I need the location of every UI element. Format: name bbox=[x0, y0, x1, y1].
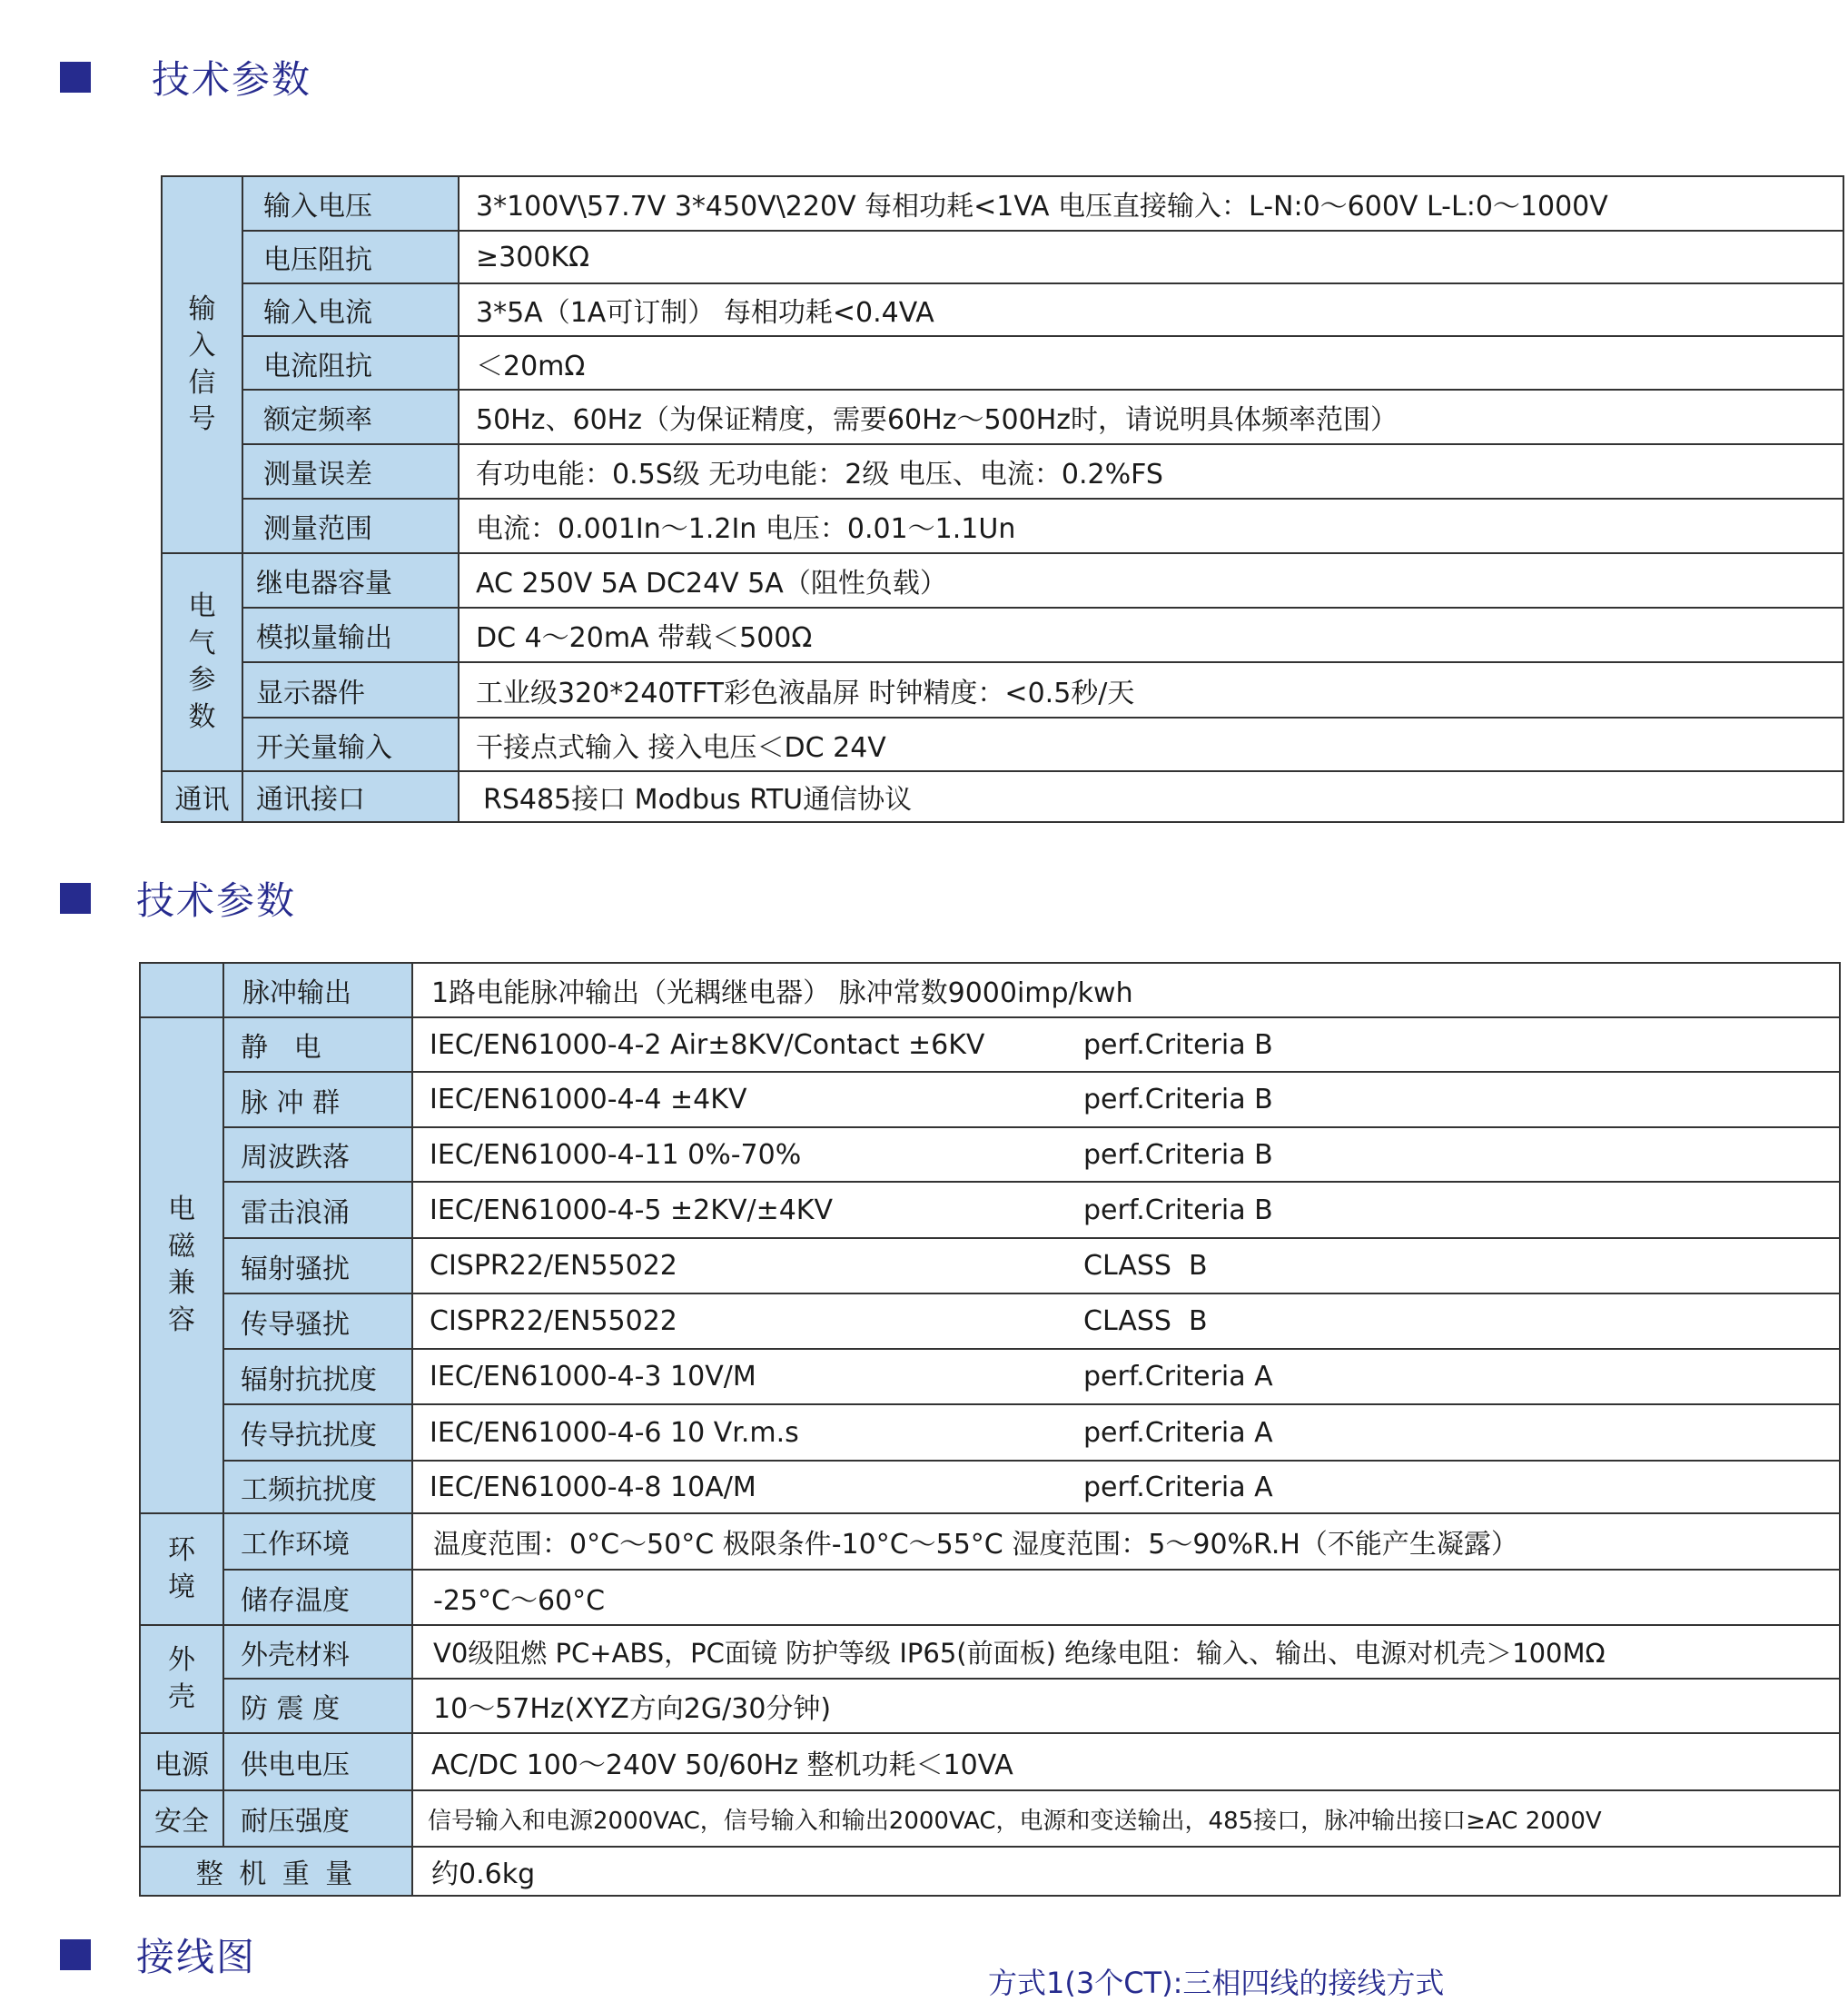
param-label: 模拟量输出 bbox=[242, 608, 459, 662]
param-value: DC 4～20mA 带载＜500Ω bbox=[459, 608, 1843, 662]
category-cell: 电源 bbox=[140, 1733, 223, 1790]
param-label: 储存温度 bbox=[223, 1570, 412, 1625]
param-label: 额定频率 bbox=[242, 390, 459, 444]
param-label: 输入电压 bbox=[242, 176, 459, 231]
param-label: 周波跌落 bbox=[223, 1127, 412, 1182]
param-label: 测量范围 bbox=[242, 499, 459, 553]
param-result: perf.Criteria A bbox=[1083, 1361, 1273, 1392]
param-label: 辐射骚扰 bbox=[223, 1238, 412, 1293]
param-result: perf.Criteria A bbox=[1083, 1416, 1273, 1449]
param-value: -25°C～60°C bbox=[412, 1570, 1840, 1625]
param-label: 显示器件 bbox=[242, 662, 459, 718]
table-row bbox=[162, 662, 1843, 718]
category-cell: 安全 bbox=[140, 1790, 223, 1847]
category-cell: 环境 bbox=[140, 1513, 223, 1625]
param-label: 电压阻抗 bbox=[242, 231, 459, 283]
param-label: 输入电流 bbox=[242, 283, 459, 336]
param-value: IEC/EN61000-4-3 10V/M bbox=[430, 1361, 756, 1392]
category-cell: 电气参数 bbox=[162, 553, 242, 771]
square-bullet-icon bbox=[60, 883, 91, 914]
param-result: perf.Criteria B bbox=[1083, 1028, 1273, 1061]
param-value: RS485接口 Modbus RTU通信协议 bbox=[459, 771, 1843, 822]
table-row bbox=[162, 444, 1843, 499]
param-label: 雷击浪涌 bbox=[223, 1182, 412, 1238]
table-row bbox=[162, 176, 1843, 231]
category-cell: 电磁兼容 bbox=[140, 1017, 223, 1513]
table-row bbox=[162, 771, 1843, 822]
param-value: 工业级320*240TFT彩色液晶屏 时钟精度：<0.5秒/天 bbox=[459, 662, 1843, 718]
table-row bbox=[162, 553, 1843, 608]
param-value: ≥300KΩ bbox=[459, 231, 1843, 283]
param-value: IEC/EN61000-4-4 ±4KV bbox=[430, 1084, 747, 1115]
table-row bbox=[140, 1570, 1840, 1625]
param-value: V0级阻燃 PC+ABS，PC面镜 防护等级 IP65(前面板) 绝缘电阻：输入、输出、电源对机壳＞100MΩ bbox=[412, 1625, 1840, 1679]
section-heading-2 bbox=[60, 871, 296, 926]
table-row bbox=[162, 336, 1843, 390]
category-cell: 通讯 bbox=[162, 771, 242, 822]
param-value: 有功电能：0.5S级 无功电能：2级 电压、电流：0.2%FS bbox=[459, 444, 1843, 499]
param-label: 开关量输入 bbox=[242, 718, 459, 771]
param-label: 脉冲输出 bbox=[223, 963, 412, 1017]
table-row bbox=[140, 1349, 1840, 1404]
spec-table-1 bbox=[161, 175, 1844, 823]
param-result: CLASS B bbox=[1083, 1305, 1208, 1337]
table-row bbox=[162, 718, 1843, 771]
param-value: 干接点式输入 接入电压＜DC 24V bbox=[459, 718, 1843, 771]
param-label: 静 电 bbox=[223, 1017, 412, 1072]
table-row bbox=[162, 283, 1843, 336]
table-row bbox=[140, 1625, 1840, 1679]
table-row bbox=[140, 1733, 1840, 1790]
param-label: 传导抗扰度 bbox=[223, 1404, 412, 1461]
square-bullet-icon bbox=[60, 62, 91, 93]
section-title: 接线图 bbox=[136, 1935, 257, 1979]
param-value: IEC/EN61000-4-11 0%-70% bbox=[430, 1138, 802, 1171]
table-row bbox=[140, 1017, 1840, 1072]
param-label: 辐射抗扰度 bbox=[223, 1349, 412, 1404]
param-value: 3*5A（1A可订制） 每相功耗<0.4VA bbox=[459, 283, 1843, 336]
table-row bbox=[140, 963, 1840, 1017]
param-label: 工作环境 bbox=[223, 1513, 412, 1570]
param-value: 1路电能脉冲输出（光耦继电器） 脉冲常数9000imp/kwh bbox=[412, 963, 1840, 1017]
table-row bbox=[140, 1461, 1840, 1513]
param-result: CLASS B bbox=[1083, 1250, 1208, 1282]
param-label: 电流阻抗 bbox=[242, 336, 459, 390]
category-cell: 输入信号 bbox=[162, 176, 242, 553]
table-row bbox=[140, 1790, 1840, 1847]
table-row bbox=[140, 1182, 1840, 1238]
category-cell: 外壳 bbox=[140, 1625, 223, 1733]
table-row bbox=[140, 1238, 1840, 1293]
param-value: 电流：0.001In～1.2In 电压：0.01～1.1Un bbox=[459, 499, 1843, 553]
table-row bbox=[140, 1127, 1840, 1182]
category-cell bbox=[140, 963, 223, 1017]
weight-label: 整 机 重 量 bbox=[140, 1847, 412, 1896]
spec-table-2 bbox=[139, 962, 1841, 1897]
table-row bbox=[162, 499, 1843, 553]
param-value: IEC/EN61000-4-6 10 Vr.m.s bbox=[430, 1416, 799, 1449]
param-value: 3*100V\57.7V 3*450V\220V 每相功耗<1VA 电压直接输入：L-N:0～600V L-L:0～1000V bbox=[459, 176, 1843, 231]
param-label: 防 震 度 bbox=[223, 1679, 412, 1733]
param-value: AC/DC 100～240V 50/60Hz 整机功耗＜10VA bbox=[412, 1733, 1840, 1790]
param-value: IEC/EN61000-4-2 Air±8KV/Contact ±6KV bbox=[430, 1028, 985, 1061]
param-value: CISPR22/EN55022 bbox=[430, 1250, 677, 1282]
param-label: 工频抗扰度 bbox=[223, 1461, 412, 1513]
section-title: 技术参数 bbox=[136, 878, 297, 923]
table-row bbox=[140, 1513, 1840, 1570]
square-bullet-icon bbox=[60, 1939, 91, 1970]
param-label: 耐压强度 bbox=[223, 1790, 412, 1847]
param-result: perf.Criteria B bbox=[1083, 1138, 1273, 1171]
param-label: 传导骚扰 bbox=[223, 1293, 412, 1349]
param-label: 外壳材料 bbox=[223, 1625, 412, 1679]
param-result: perf.Criteria B bbox=[1083, 1084, 1273, 1115]
table-row bbox=[162, 390, 1843, 444]
param-label: 脉 冲 群 bbox=[223, 1072, 412, 1127]
table-row bbox=[140, 1072, 1840, 1127]
param-value: 约0.6kg bbox=[412, 1847, 1840, 1896]
param-value: AC 250V 5A DC24V 5A（阻性负载） bbox=[459, 553, 1843, 608]
table-row bbox=[162, 608, 1843, 662]
section-heading-3 bbox=[60, 1928, 256, 1982]
param-value: 10～57Hz(XYZ方向2G/30分钟) bbox=[412, 1679, 1840, 1733]
table-row bbox=[162, 231, 1843, 283]
section-title: 技术参数 bbox=[152, 57, 312, 102]
param-label: 继电器容量 bbox=[242, 553, 459, 608]
param-value: 50Hz、60Hz（为保证精度，需要60Hz～500Hz时，请说明具体频率范围） bbox=[459, 390, 1843, 444]
table-row bbox=[140, 1404, 1840, 1461]
param-value: ＜20mΩ bbox=[459, 336, 1843, 390]
param-value: IEC/EN61000-4-5 ±2KV/±4KV bbox=[430, 1194, 833, 1226]
param-label: 测量误差 bbox=[242, 444, 459, 499]
param-label: 通讯接口 bbox=[242, 771, 459, 822]
param-label: 供电电压 bbox=[223, 1733, 412, 1790]
wiring-method-caption: 方式1(3个CT):三相四线的接线方式 bbox=[988, 1966, 1445, 2000]
table-row bbox=[140, 1847, 1840, 1896]
section-heading-1 bbox=[60, 50, 311, 104]
param-value: IEC/EN61000-4-8 10A/M bbox=[430, 1471, 756, 1503]
param-value: CISPR22/EN55022 bbox=[430, 1305, 677, 1337]
param-value: 信号输入和电源2000VAC，信号输入和输出2000VAC，电源和变送输出，485接口，脉冲输出接口≥AC 2000V bbox=[412, 1790, 1840, 1847]
param-result: perf.Criteria B bbox=[1083, 1194, 1273, 1226]
table-row bbox=[140, 1679, 1840, 1733]
table-row bbox=[140, 1293, 1840, 1349]
param-value: 温度范围：0°C～50°C 极限条件-10°C～55°C 湿度范围：5～90%R.H（不能产生凝露） bbox=[412, 1513, 1840, 1570]
param-result: perf.Criteria A bbox=[1083, 1471, 1273, 1503]
